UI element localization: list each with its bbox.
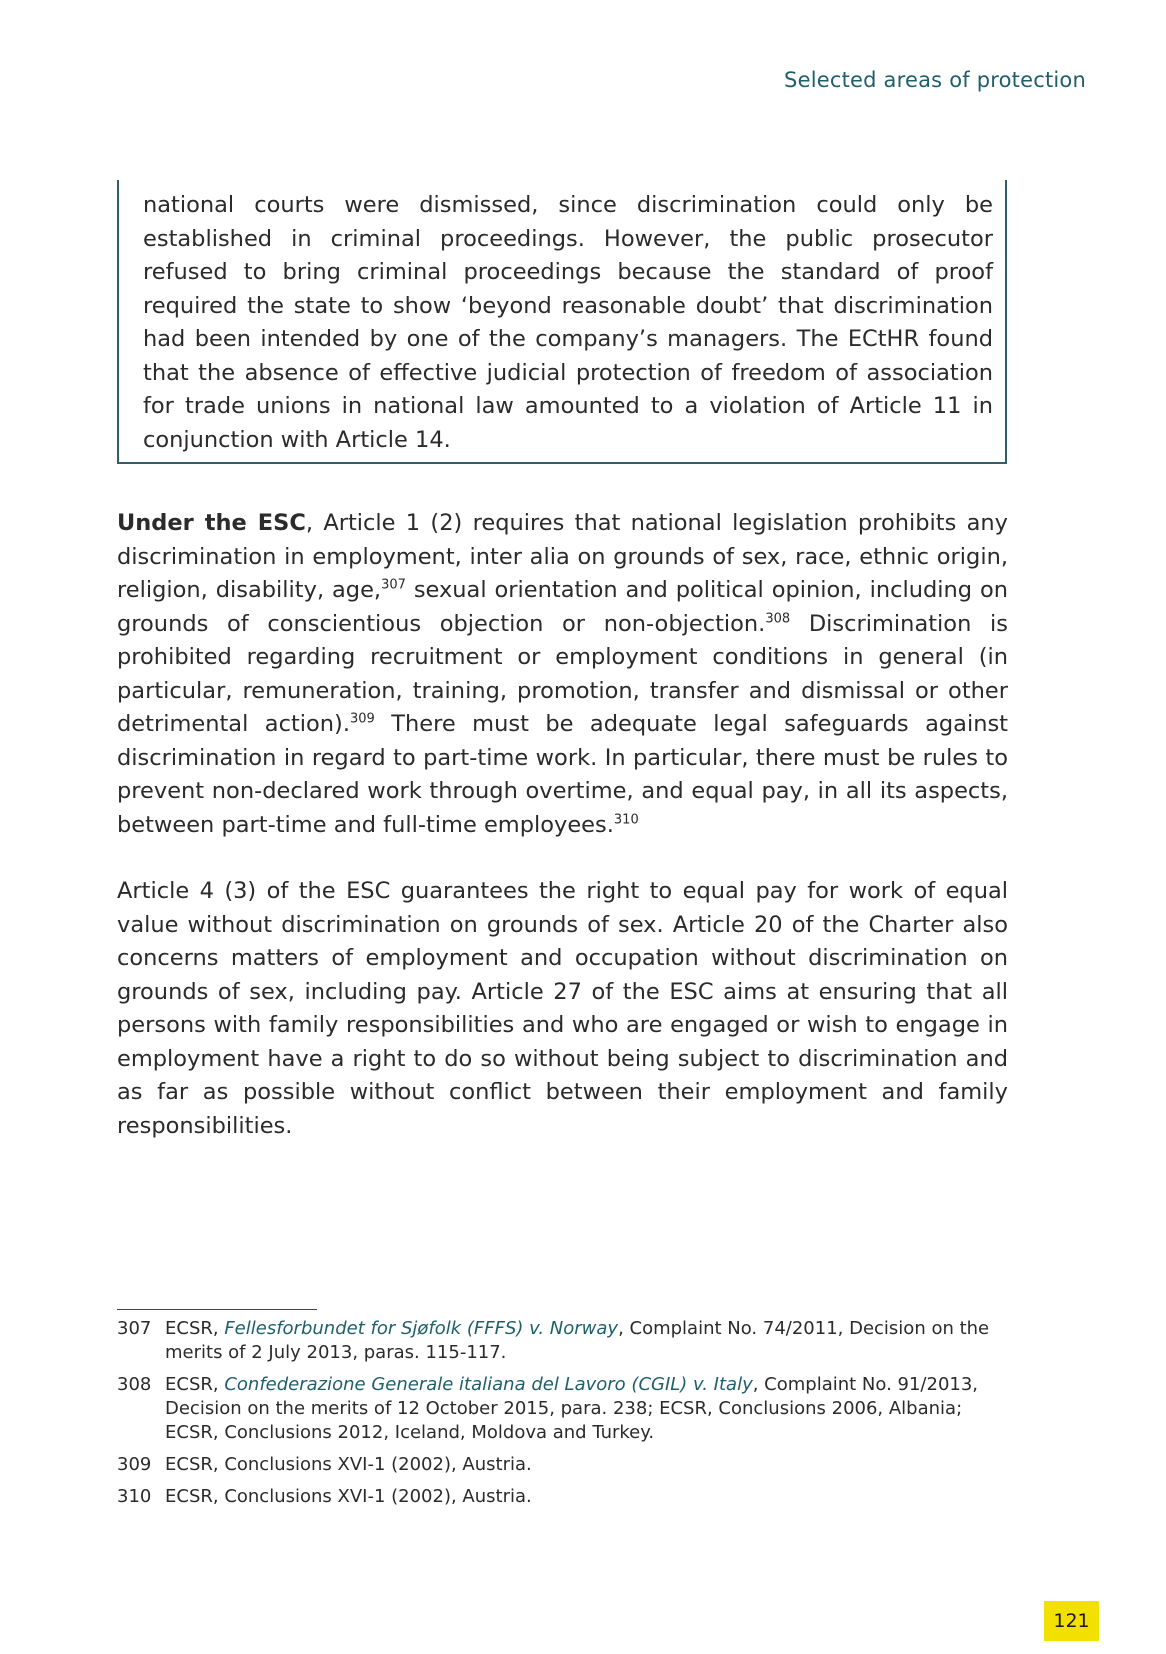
para-text: , Article 1 (2) requires that national legislation prohibits any discrimination in employment, inter alia on grounds of sex, race, ethnic origin, religion, disability, age, <box>117 510 1008 603</box>
footnote-text: , Complaint No. 74/2011, Decision on the merits of 2 July 2013, paras. 115-117. <box>165 1318 990 1363</box>
footnote-text: ECSR, <box>165 1318 225 1339</box>
footnote-ref-308[interactable]: 308 <box>765 611 791 626</box>
footnote-text: ECSR, Conclusions XVI-1 (2002), Austria. <box>165 1454 532 1475</box>
footnote-ref-310[interactable]: 310 <box>613 812 639 827</box>
footnote-310 <box>117 1485 997 1509</box>
esc-article-4-paragraph: Article 4 (3) of the ESC guarantees the right to equal pay for work of equal value without discrimination on grounds of sex. Article 20 of the Charter also concerns matters of employment and occupation without discrimination on grounds of sex, including pay. Article 27 of the ESC aims at ensuring that all persons with family responsibilities and who are engaged or wish to engage in employment have a right to do so without being subject to discrimination and as far as possible without conflict between their employment and family responsibilities. <box>117 878 1008 1139</box>
footnote-ref-307[interactable]: 307 <box>381 577 406 593</box>
running-header: Selected areas of protection <box>784 68 1086 92</box>
footnote-text: , Complaint No. 91/2013, Decision on the merits of 12 October 2015, para. 238; ECSR, Conclusions 2006, Albania; ECSR, Conclusions 2012, Iceland, Moldova and Turkey. <box>165 1374 979 1443</box>
footnote-number: 309 <box>117 1454 152 1475</box>
case-summary-box <box>117 180 1007 464</box>
footnote-309 <box>117 1453 997 1477</box>
footnote-ref-309[interactable]: 309 <box>349 711 375 727</box>
footnote-308 <box>117 1373 997 1445</box>
footnote-divider <box>117 1309 317 1310</box>
footnote-number: 308 <box>117 1374 152 1395</box>
para-text: There must be adequate legal safeguards against discrimination in regard to part-time work. In particular, there must be rules to prevent non-declared work through overtime, and equal pay, in all its aspects, between part-time and full-time employees. <box>117 711 1009 838</box>
case-link[interactable]: Confederazione Generale italiana del Lavoro (CGIL) v. Italy <box>224 1374 753 1395</box>
footnotes <box>117 1317 997 1517</box>
esc-article-1-paragraph <box>117 507 1008 842</box>
footnote-number: 310 <box>117 1486 152 1507</box>
para-text: Discrimination is prohibited regarding recruitment or employment conditions in general (in particular, remuneration, training, promotion, transfer and dismissal or other detrimental action). <box>117 610 1008 737</box>
footnote-307 <box>117 1317 997 1365</box>
page-number: 121 <box>1044 1601 1099 1641</box>
footnote-text: ECSR, Conclusions XVI-1 (2002), Austria. <box>165 1486 532 1507</box>
para-lead: Under the ESC <box>117 510 306 536</box>
case-summary-text: national courts were dismissed, since discrimination could only be established in criminal proceedings. However, the public prosecutor refused to bring criminal proceedings because the standard of proof required the state to show ‘beyond reasonable doubt’ that discrimination had been intended by one of the company’s managers. The ECtHR found that the absence of effective judicial protection of freedom of association for trade unions in national law amounted to a violation of Article 11 in conjunction with Article 14. <box>143 192 993 453</box>
footnote-text: ECSR, <box>165 1374 225 1395</box>
para-text: sexual orientation and political opinion, including on grounds of conscientious objection or non-objection. <box>117 577 1008 637</box>
footnote-number: 307 <box>117 1318 152 1339</box>
case-link[interactable]: Fellesforbundet for Sjøfolk (FFFS) v. Norway <box>224 1318 619 1339</box>
